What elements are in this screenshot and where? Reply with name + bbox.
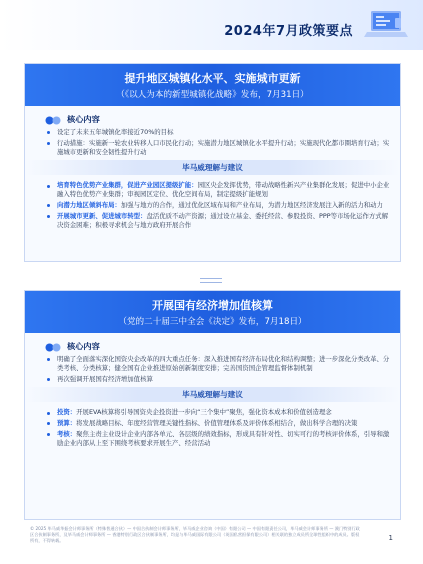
card-subtitle: （《以人为本的新型城镇化战略》发布，7月31日） (116, 90, 309, 100)
divider (200, 278, 222, 283)
section-heading (25, 112, 400, 128)
list-item: 设定了未来五年城镇化率接近70%的目标 (47, 128, 392, 137)
section-label: 核心内容 (67, 114, 100, 124)
core-content-list (25, 355, 400, 384)
list-item (47, 181, 392, 199)
dots-icon (45, 343, 61, 352)
list-item (47, 212, 392, 230)
card-subtitle: （党的二十届三中全会《决定》发布，7月18日） (118, 317, 307, 327)
list-item: 再次强调开展国有经济增加值核算 (47, 375, 392, 384)
list-item (47, 419, 392, 428)
list-item (47, 408, 392, 417)
advice-head: 向潜力地区倾斜布局： (57, 201, 121, 210)
advice-list (25, 408, 400, 448)
advice-head: 投资： (57, 408, 77, 417)
advice-list (25, 181, 400, 230)
section-label: 核心内容 (67, 341, 100, 351)
page-number: 1 (388, 534, 393, 542)
advice-body: 盘活优质不动产资源；通过设立基金、委托经营、参股投资、PPP等市场化运作方式解决资金困难；积极寻求机会与地方政府开展合作 (57, 211, 389, 229)
list-item: 行动措施：实施新一轮农业转移人口市民化行动；实施潜力地区城镇化水平提升行动；实施现代化都市圈培育行动；实施城市更新和安全韧性提升行动 (47, 139, 392, 157)
page-header (0, 0, 423, 50)
list-item: 明确了全面落实深化国资央企改革的四大重点任务：深入推进国有经济布局优化和结构调整；进一步深化分类改革、分类考核、分类核算；健全国有企业推进原始创新制度安排；完善国资国企管理监督体制机制 (47, 355, 392, 373)
advice-body: 加强与地方的合作，通过优化区域布局和产业布局，为潜力地区经济发展注入新的活力和动力 (120, 201, 383, 210)
laptop-icon (363, 8, 409, 42)
card-banner (25, 291, 400, 333)
advice-body: 聚焦主责主业设计企业内部各单元、各层级的绩效指标，形成具有针对性、切实可行的考核评价体系，引导和激励企业内部从上至下围绕考核要求开展生产、经营活动 (57, 429, 390, 447)
section-heading (25, 339, 400, 355)
advice-head: 培育特色优势产业集群，促进产业园区提级扩能： (57, 181, 198, 190)
advice-head: 考核： (57, 429, 77, 438)
footer-disclaimer: © 2025 毕马威华振会计师事务所（特殊普通合伙）— 中国合伙制会计师事务所，毕马威企业咨询（中国）有限公司 — 中国有限责任公司，毕马威会计师事务所 — 澳门特别行政区合伙制事务所，及毕马威会计师事务所 — 香港特别行政区合伙制事务所，均是与毕马威国际有限公司（英国私营担保有限公司）相关联的独立成员所全球性组织中的成员。版权所有，不得转载。 (30, 526, 360, 543)
advice-body: 开展EVA核算将引导国资央企投资进一步向“三个集中”聚焦，强化资本成本和价值创造理念 (76, 408, 332, 417)
list-item (47, 430, 392, 448)
dots-icon (45, 116, 61, 125)
advice-head: 开展城市更新、促进城市转型： (57, 211, 147, 220)
card-title: 提升地区城镇化水平、实施城市更新 (124, 72, 301, 85)
card-banner (25, 64, 400, 106)
advice-strip: 毕马威理解与建议 (25, 387, 400, 402)
list-item (47, 201, 392, 210)
core-content-list (25, 128, 400, 157)
advice-head: 预算： (57, 418, 77, 427)
policy-card-state-economy (24, 290, 401, 520)
advice-strip: 毕马威理解与建议 (25, 160, 400, 175)
policy-card-urbanization (24, 63, 401, 262)
page-title: 2024年7月政策要点 (224, 24, 353, 39)
advice-body: 园区央企发挥优势，带动战略性新兴产业集群化发展；促进中小企业融入特色优势产业集群；审视园区定位、优化空间布局，制定提级扩能规划 (57, 181, 390, 199)
card-title: 开展国有经济增加值核算 (152, 299, 273, 312)
advice-body: 将发展战略目标、年度经营管理关键性指标、价值管理体系及评价体系相结合，做出科学合理的决策 (76, 418, 358, 427)
